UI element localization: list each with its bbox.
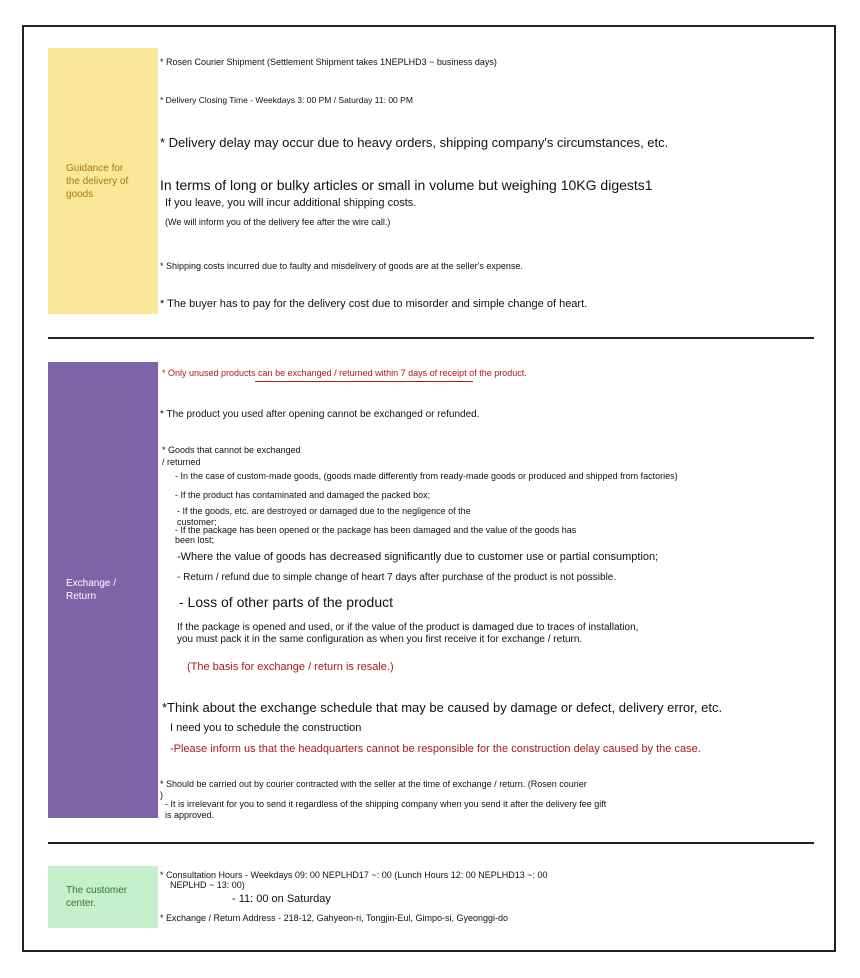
customer-line-2: NEPLHD ~ 13: 00) <box>170 880 245 890</box>
exchange-line-10: been lost; <box>175 535 215 545</box>
delivery-line-4: In terms of long or bulky articles or small in volume but weighing 10KG digests1 <box>160 177 653 193</box>
exchange-line-12: - Return / refund due to simple change of heart 7 days after purchase of the product is not possible. <box>177 572 617 583</box>
exchange-line-2: * The product you used after opening cannot be exchanged or refunded. <box>160 409 480 420</box>
exchange-line-7: - If the goods, etc. are destroyed or damaged due to the negligence of the <box>177 506 471 516</box>
section-divider-2 <box>48 842 814 844</box>
customer-line-3: - 11: 00 on Saturday <box>232 893 331 905</box>
delivery-line-5: If you leave, you will incur additional shipping costs. <box>165 197 417 209</box>
exchange-line-9: - If the package has been opened or the package has been damaged and the value of the goods has <box>175 525 577 535</box>
delivery-line-3: * Delivery delay may occur due to heavy orders, shipping company's circumstances, etc. <box>160 135 669 150</box>
exchange-line-1: * Only unused products can be exchanged / returned within 7 days of receipt of the product. <box>162 368 527 378</box>
exchange-line-1-underline <box>255 381 473 382</box>
exchange-line-22: - It is irrelevant for you to send it regardless of the shipping company when you send it after the delivery fee gift <box>165 799 607 809</box>
delivery-line-1: * Rosen Courier Shipment (Settlement Shipment takes 1NEPLHD3 ~ business days) <box>160 57 497 67</box>
exchange-line-19: -Please inform us that the headquarters cannot be responsible for the construction delay caused by the case. <box>170 743 701 755</box>
exchange-line-4: / returned <box>162 457 201 467</box>
exchange-line-5: - In the case of custom-made goods, (goods made differently from ready-made goods or produced and shipped from factories) <box>175 471 678 481</box>
exchange-line-18: I need you to schedule the construction <box>170 722 362 734</box>
customer-line-4: * Exchange / Return Address - 218-12, Gahyeon-ri, Tongjin-Eul, Gimpo-si, Gyeonggi-do <box>160 913 509 923</box>
delivery-line-7: * Shipping costs incurred due to faulty and misdelivery of goods are at the seller's expense. <box>160 261 523 271</box>
delivery-section-label <box>48 48 158 314</box>
exchange-line-11: -Where the value of goods has decreased significantly due to customer use or partial consumption; <box>177 551 659 563</box>
exchange-line-8: customer; <box>177 517 217 527</box>
delivery-line-8: * The buyer has to pay for the delivery cost due to misorder and simple change of heart. <box>160 298 588 310</box>
exchange-line-3: * Goods that cannot be exchanged <box>162 445 301 455</box>
exchange-label-text: Exchange / Return <box>66 578 117 602</box>
exchange-line-14: If the package is opened and used, or if the value of the product is damaged due to traces of installation, <box>177 622 639 633</box>
exchange-line-20: * Should be carried out by courier contracted with the seller at the time of exchange / return. (Rosen courier <box>160 779 587 789</box>
exchange-line-17: *Think about the exchange schedule that may be caused by damage or defect, delivery error, etc. <box>162 700 723 715</box>
exchange-line-15: you must pack it in the same configuration as when you first receive it for exchange / return. <box>177 634 583 645</box>
delivery-line-6: (We will inform you of the delivery fee after the wire call.) <box>165 217 391 227</box>
customer-section-label <box>48 866 158 928</box>
exchange-section-label <box>48 362 158 818</box>
exchange-line-13: - Loss of other parts of the product <box>179 594 394 610</box>
exchange-line-23: is approved. <box>165 810 215 820</box>
exchange-line-21: ) <box>160 790 163 800</box>
section-divider-1 <box>48 337 814 339</box>
customer-line-1: * Consultation Hours - Weekdays 09: 00 NEPLHD17 ~: 00 (Lunch Hours 12: 00 NEPLHD13 ~: 00 <box>160 870 548 880</box>
exchange-line-16: (The basis for exchange / return is resale.) <box>187 661 394 673</box>
exchange-line-6: - If the product has contaminated and damaged the packed box; <box>175 490 431 500</box>
delivery-label-text: Guidance for the delivery of goods <box>66 162 129 200</box>
customer-label-text: The customer center. <box>66 885 128 909</box>
delivery-line-2: * Delivery Closing Time - Weekdays 3: 00 PM / Saturday 11: 00 PM <box>160 95 413 105</box>
